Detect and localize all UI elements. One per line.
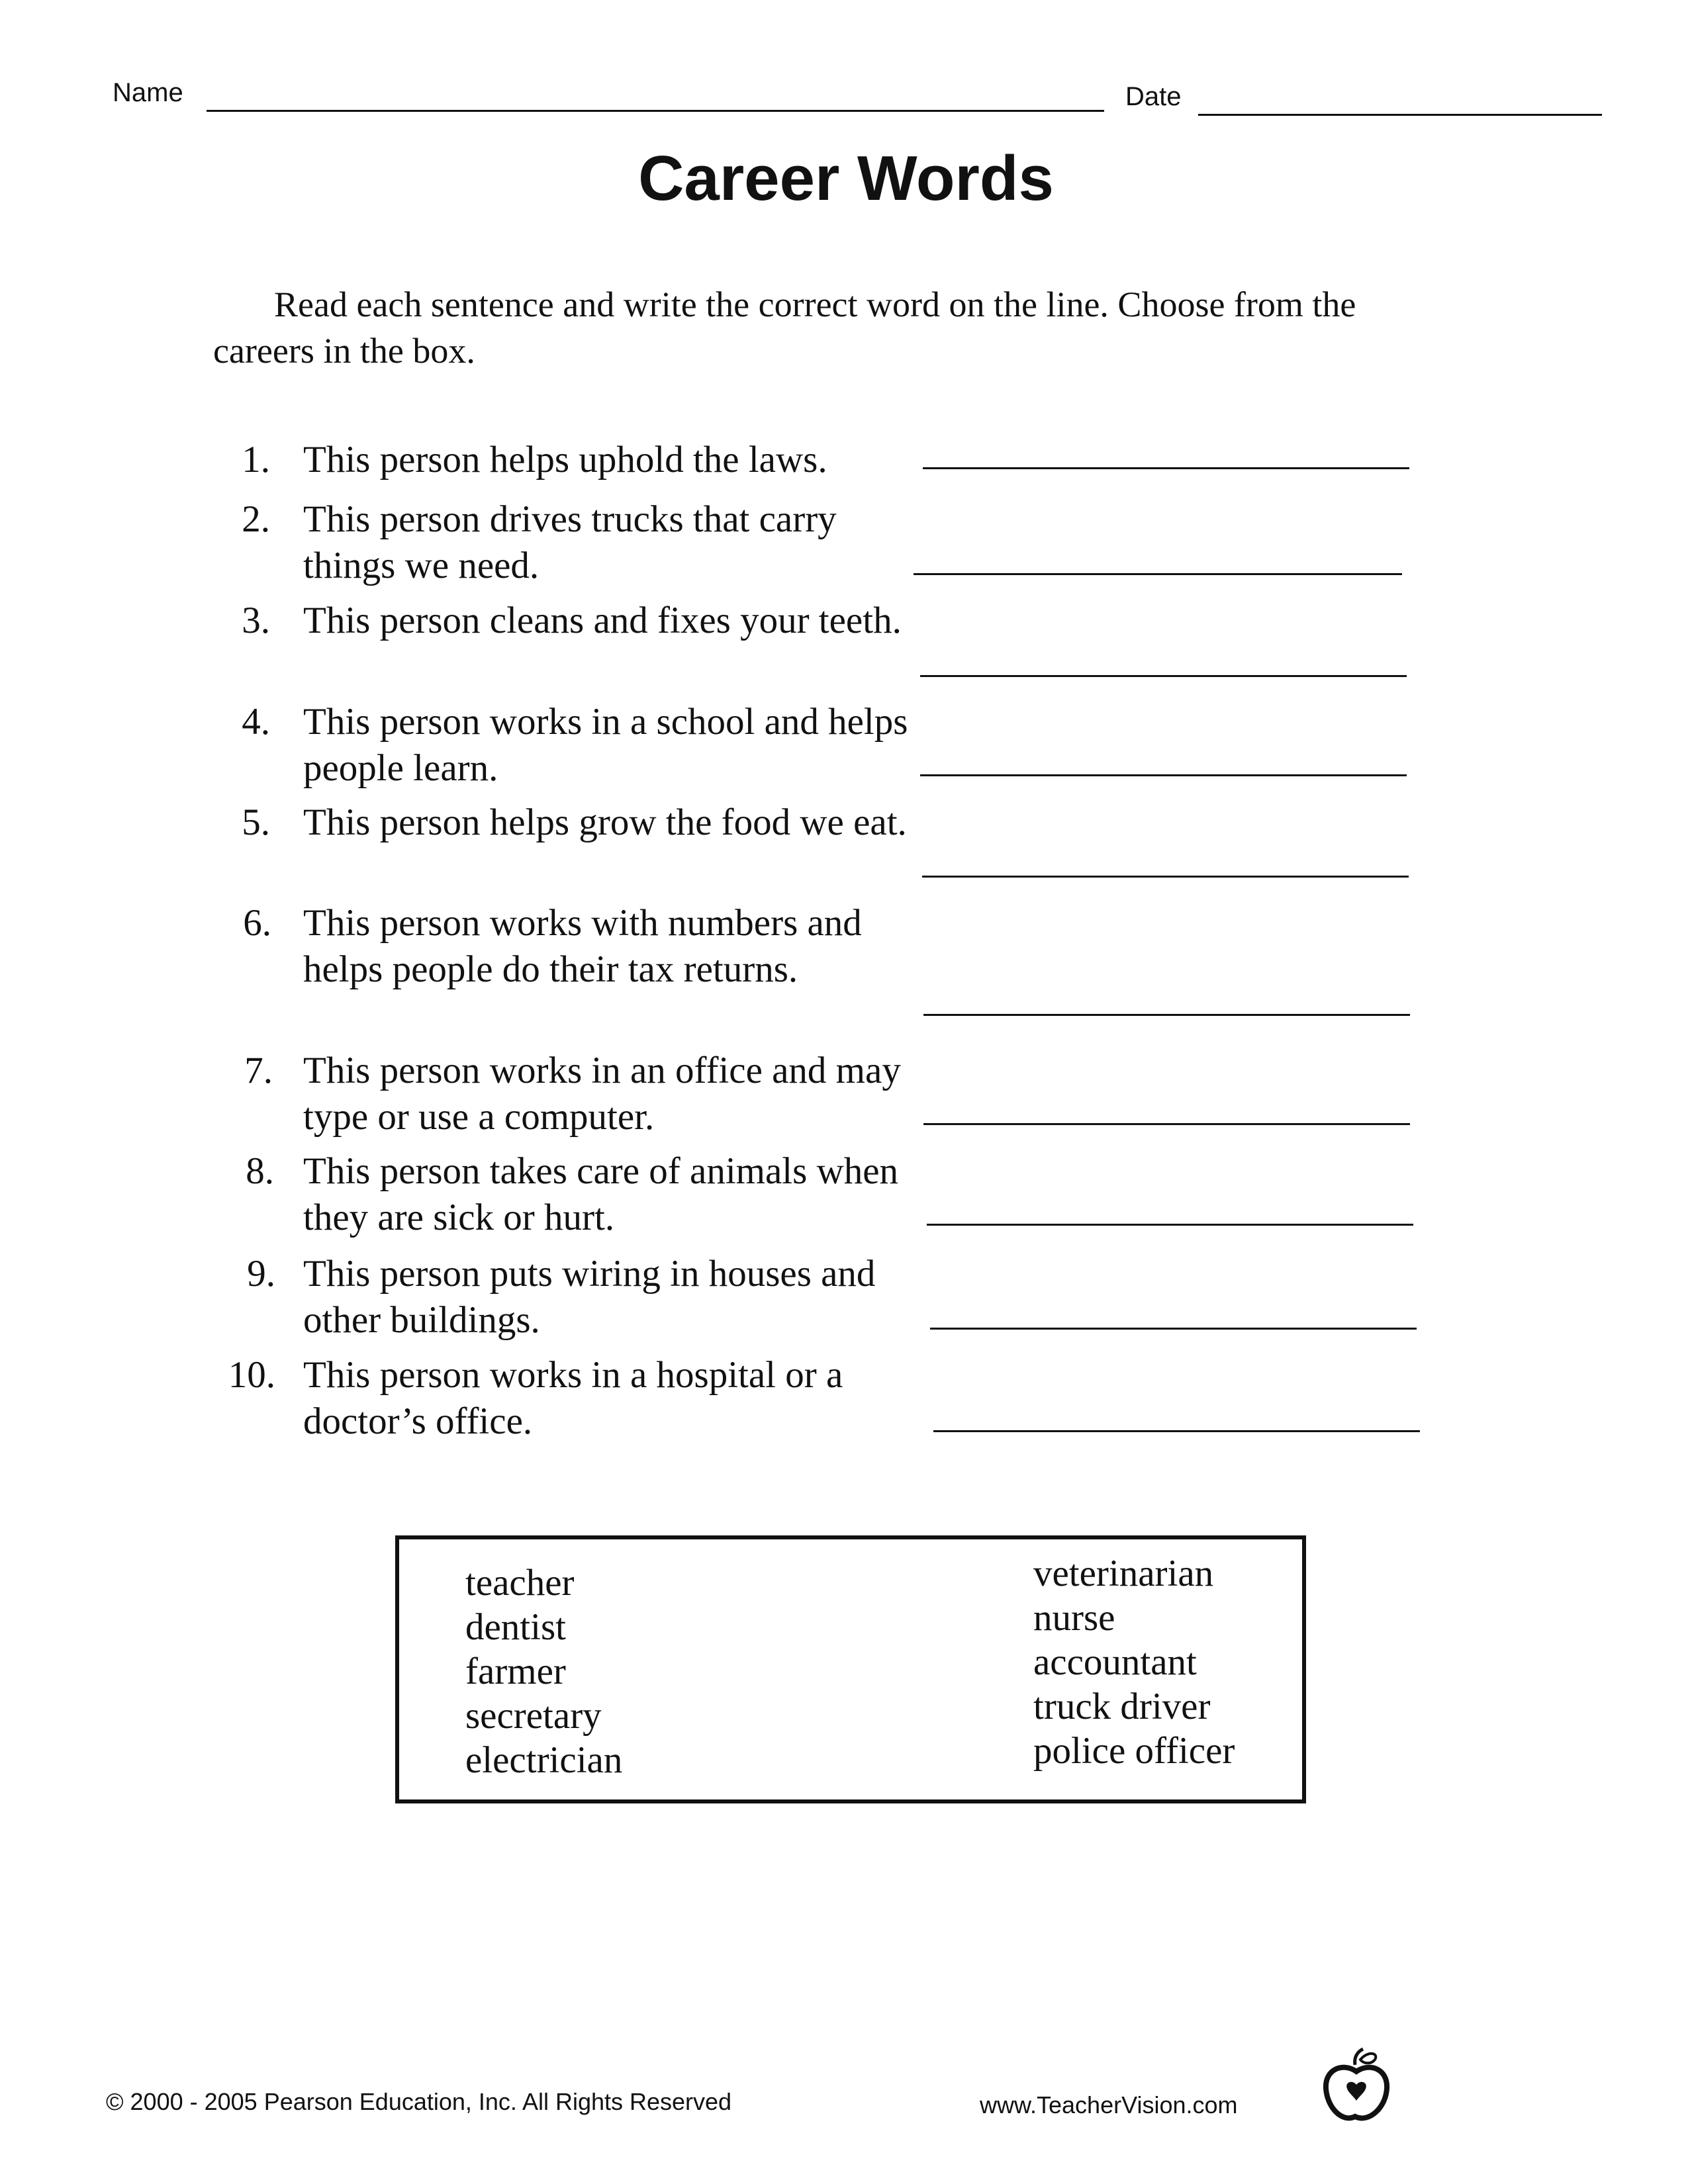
question-number: 4. xyxy=(242,701,270,743)
question-number: 5. xyxy=(242,801,270,843)
question-text: This person helps grow the food we eat. xyxy=(303,801,907,843)
word-bank-word: teacher xyxy=(465,1562,575,1604)
answer-line[interactable] xyxy=(923,467,1409,469)
word-bank-word: veterinarian xyxy=(1033,1553,1214,1594)
question-number: 6. xyxy=(243,902,271,944)
answer-line[interactable] xyxy=(923,1014,1410,1016)
question-number: 10. xyxy=(228,1354,275,1396)
page-title: Career Words xyxy=(638,143,1054,214)
word-bank-word: electrician xyxy=(465,1739,623,1781)
word-bank-word: nurse xyxy=(1033,1597,1115,1639)
question-text: This person helps uphold the laws. xyxy=(303,439,827,480)
question-text: This person drives trucks that carry things we need. xyxy=(303,498,837,586)
word-bank-word: accountant xyxy=(1033,1641,1197,1683)
question-number: 3. xyxy=(242,600,270,641)
question-number: 2. xyxy=(242,498,270,540)
question-number: 9. xyxy=(247,1253,275,1295)
question-number: 8. xyxy=(246,1150,274,1192)
word-bank-word: dentist xyxy=(465,1606,566,1648)
answer-line[interactable] xyxy=(920,675,1407,677)
instructions: Read each sentence and write the correct word on the line. Choose from the careers in the box. xyxy=(213,285,1356,371)
question-text: This person works in an office and may type or use a computer. xyxy=(303,1050,901,1138)
question-number: 1. xyxy=(242,439,270,480)
apple-logo-icon xyxy=(1314,2045,1400,2131)
word-bank-word: police officer xyxy=(1033,1730,1235,1772)
question-text: This person works in a school and helps people learn. xyxy=(303,701,908,789)
answer-line[interactable] xyxy=(923,1123,1410,1125)
question-text: This person takes care of animals when they are sick or hurt. xyxy=(303,1150,899,1238)
question-text: This person puts wiring in houses and other buildings. xyxy=(303,1253,876,1341)
date-label: Date xyxy=(1125,82,1182,111)
answer-line[interactable] xyxy=(930,1328,1417,1330)
word-bank-word: farmer xyxy=(465,1651,566,1692)
footer-copyright: © 2000 - 2005 Pearson Education, Inc. All Rights Reserved xyxy=(106,2088,732,2115)
question-text: This person works in a hospital or a doctor’s office. xyxy=(303,1354,843,1442)
word-bank-left-column xyxy=(465,1561,622,1782)
question-number: 7. xyxy=(244,1050,273,1091)
answer-line[interactable] xyxy=(922,876,1409,878)
word-bank-word: truck driver xyxy=(1033,1686,1211,1727)
question-text: This person cleans and fixes your teeth. xyxy=(303,600,902,641)
name-label: Name xyxy=(113,78,183,107)
footer-website-link[interactable]: www.TeacherVision.com xyxy=(980,2091,1238,2118)
answer-line[interactable] xyxy=(920,774,1407,776)
answer-line[interactable] xyxy=(914,573,1402,575)
word-bank-right-column xyxy=(1033,1551,1235,1773)
question-text: This person works with numbers and helps people do their tax returns. xyxy=(303,902,862,990)
answer-line[interactable] xyxy=(933,1430,1420,1432)
word-bank-word: secretary xyxy=(465,1695,602,1737)
answer-line[interactable] xyxy=(927,1224,1413,1226)
word-bank-box xyxy=(395,1535,1306,1803)
